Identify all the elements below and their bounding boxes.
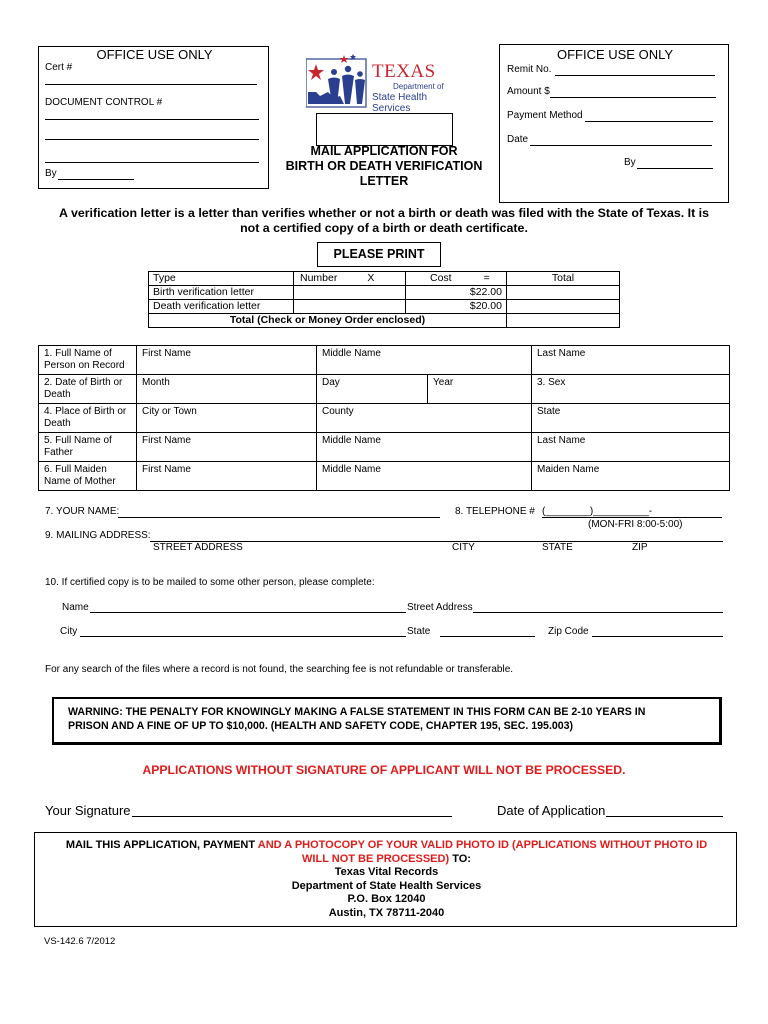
intro-line1: A verification letter is a letter than verifies whether or not a birth or death was filed with the State of Texas. It is <box>59 206 709 220</box>
amount-field[interactable] <box>550 97 716 98</box>
mail-line2 <box>35 853 738 867</box>
mother-middle-cell[interactable]: Middle Name <box>317 462 532 491</box>
record-row-date <box>39 375 730 404</box>
zip-caption: ZIP <box>632 542 648 553</box>
cert-label: Cert # <box>45 62 73 73</box>
by-field-right[interactable] <box>637 168 713 169</box>
other-zip-label: Zip Code <box>548 626 589 637</box>
grand-total-input[interactable] <box>507 314 620 328</box>
death-number-input[interactable] <box>294 300 406 314</box>
mail-instructions <box>35 839 738 920</box>
date-of-application-label: Date of Application <box>497 803 606 818</box>
price-row-type: Birth verification letter <box>149 286 294 300</box>
first-name-cell[interactable]: First Name <box>137 346 317 375</box>
remit-field[interactable] <box>555 75 715 76</box>
row-label: 2. Date of Birth or Death <box>39 375 137 404</box>
mail-addr1: Texas Vital Records <box>334 866 439 878</box>
death-total-input[interactable] <box>507 300 620 314</box>
doc-control-field-3[interactable] <box>45 162 259 163</box>
office-use-left-title: OFFICE USE ONLY <box>96 47 213 62</box>
form-number: VS-142.6 7/2012 <box>44 936 116 947</box>
telephone-label: 8. TELEPHONE # <box>455 506 535 517</box>
day-cell[interactable]: Day <box>317 375 428 404</box>
payment-method-field[interactable] <box>585 121 713 122</box>
telephone-format: (________)__________- <box>542 506 653 517</box>
your-signature-label: Your Signature <box>45 803 131 818</box>
th-total: Total <box>507 272 620 286</box>
price-row-type: Death verification letter <box>149 300 294 314</box>
your-name-label: 7. YOUR NAME: <box>45 506 120 517</box>
doc-control-field-2[interactable] <box>45 139 259 140</box>
price-row-cost: $22.00 <box>406 286 507 300</box>
cert-field[interactable] <box>45 84 257 85</box>
other-state-label: State <box>407 626 431 637</box>
office-stamp-box <box>316 113 453 146</box>
dshs-logo <box>306 52 466 114</box>
other-name-label: Name <box>62 602 89 613</box>
state-cell[interactable]: State <box>532 404 730 433</box>
form-title <box>276 144 492 189</box>
fee-note: For any search of the files where a record is not found, the searching fee is not refundable or transferable. <box>45 664 514 675</box>
by-label-right: By <box>624 157 636 168</box>
th-number: Number X <box>294 272 406 286</box>
office-use-left-box <box>38 46 269 189</box>
mail-addr3: P.O. Box 12040 <box>347 893 426 905</box>
record-row-father <box>39 433 730 462</box>
date-field[interactable] <box>530 145 712 146</box>
intro-text <box>20 206 748 236</box>
mailing-address-label: 9. MAILING ADDRESS: <box>45 530 151 541</box>
mother-first-cell[interactable]: First Name <box>137 462 317 491</box>
father-first-cell[interactable]: First Name <box>137 433 317 462</box>
price-row-total <box>149 314 620 328</box>
city-town-cell[interactable]: City or Town <box>137 404 317 433</box>
mail-lead: MAIL THIS APPLICATION, PAYMENT <box>65 839 256 851</box>
warning-text <box>68 705 645 733</box>
row-label: 4. Place of Birth or Death <box>39 404 137 433</box>
sex-cell[interactable]: 3. Sex <box>532 375 730 404</box>
price-row-cost: $20.00 <box>406 300 507 314</box>
your-name-field[interactable] <box>118 517 440 518</box>
warning-line1: WARNING: THE PENALTY FOR KNOWINGLY MAKING A FALSE STATEMENT IN THIS FORM CAN BE 2-10 YEARS IN <box>68 706 646 718</box>
form-title-line1: MAIL APPLICATION FOR <box>310 144 458 158</box>
logo-dept-line1: Department of <box>393 82 444 91</box>
date-of-application-field[interactable] <box>606 816 723 817</box>
amount-label: Amount $ <box>507 86 550 97</box>
year-cell[interactable]: Year <box>428 375 532 404</box>
birth-total-input[interactable] <box>507 286 620 300</box>
office-use-right-box <box>499 44 729 203</box>
by-field-left[interactable] <box>58 179 134 180</box>
date-label: Date <box>507 134 529 145</box>
other-street-field[interactable] <box>473 612 723 613</box>
th-cost: Cost = <box>406 272 507 286</box>
please-print-label: PLEASE PRINT <box>333 247 425 261</box>
record-row-place <box>39 404 730 433</box>
row-label: 1. Full Name of Person on Record <box>39 346 137 375</box>
other-state-field[interactable] <box>440 636 535 637</box>
middle-name-cell[interactable]: Middle Name <box>317 346 532 375</box>
other-zip-field[interactable] <box>592 636 723 637</box>
father-last-cell[interactable]: Last Name <box>532 433 730 462</box>
record-row-person <box>39 346 730 375</box>
logo-dept-line2: State Health Services <box>372 92 428 114</box>
intro-line2: not a certified copy of a birth or death certificate. <box>240 221 528 235</box>
street-address-caption: STREET ADDRESS <box>153 542 243 553</box>
state-caption: STATE <box>542 542 573 553</box>
other-street-label: Street Address <box>407 602 473 613</box>
last-name-cell[interactable]: Last Name <box>532 346 730 375</box>
doc-control-label: DOCUMENT CONTROL # <box>45 97 163 108</box>
county-cell[interactable]: County <box>317 404 532 433</box>
month-cell[interactable]: Month <box>137 375 317 404</box>
th-type: Type <box>149 272 294 286</box>
mailing-instructions-box <box>34 832 737 927</box>
price-table-header <box>149 272 620 286</box>
please-print-box <box>317 242 441 267</box>
mail-red-2: WILL NOT BE PROCESSED) <box>302 852 450 865</box>
mail-addr2: Department of State Health Services <box>291 879 482 892</box>
warning-box <box>52 697 722 745</box>
record-row-mother <box>39 462 730 491</box>
other-name-field[interactable] <box>90 612 406 613</box>
price-row-birth <box>149 286 620 300</box>
form-title-line2: BIRTH OR DEATH VERIFICATION <box>285 159 483 173</box>
total-label: Total (Check or Money Order enclosed) <box>149 314 507 328</box>
mail-red-1: AND A PHOTOCOPY OF YOUR VALID PHOTO ID (APPLICATIONS WITHOUT PHOTO ID <box>257 839 708 851</box>
office-use-right-title: OFFICE USE ONLY <box>556 47 674 62</box>
mail-lead-line <box>35 839 738 853</box>
mail-to: TO: <box>452 852 471 865</box>
telephone-hours: (MON-FRI 8:00-5:00) <box>588 519 683 530</box>
payment-method-label: Payment Method <box>507 110 583 121</box>
doc-control-field-1[interactable] <box>45 119 259 120</box>
price-row-death <box>149 300 620 314</box>
remit-label: Remit No. <box>507 64 552 75</box>
record-table <box>38 345 730 491</box>
by-label-left: By <box>45 168 57 179</box>
other-person-intro: 10. If certified copy is to be mailed to some other person, please complete: <box>45 577 375 588</box>
price-table <box>148 271 620 328</box>
mail-addr4: Austin, TX 78711-2040 <box>328 906 445 919</box>
father-middle-cell[interactable]: Middle Name <box>317 433 532 462</box>
signature-field[interactable] <box>132 816 452 817</box>
warning-line2: PRISON AND A FINE OF UP TO $10,000. (HEALTH AND SAFETY CODE, CHAPTER 195, SEC. 195.003) <box>68 720 574 732</box>
form-title-line3: LETTER <box>359 174 409 188</box>
signature-notice: APPLICATIONS WITHOUT SIGNATURE OF APPLICANT WILL NOT BE PROCESSED. <box>142 763 626 777</box>
birth-number-input[interactable] <box>294 286 406 300</box>
other-city-label: City <box>60 626 78 637</box>
telephone-field[interactable] <box>542 517 722 518</box>
mother-maiden-cell[interactable]: Maiden Name <box>532 462 730 491</box>
other-city-field[interactable] <box>80 636 406 637</box>
row-label: 5. Full Name of Father <box>39 433 137 462</box>
logo-state-text: TEXAS <box>372 61 436 82</box>
city-caption: CITY <box>452 542 475 553</box>
row-label: 6. Full Maiden Name of Mother <box>39 462 137 491</box>
